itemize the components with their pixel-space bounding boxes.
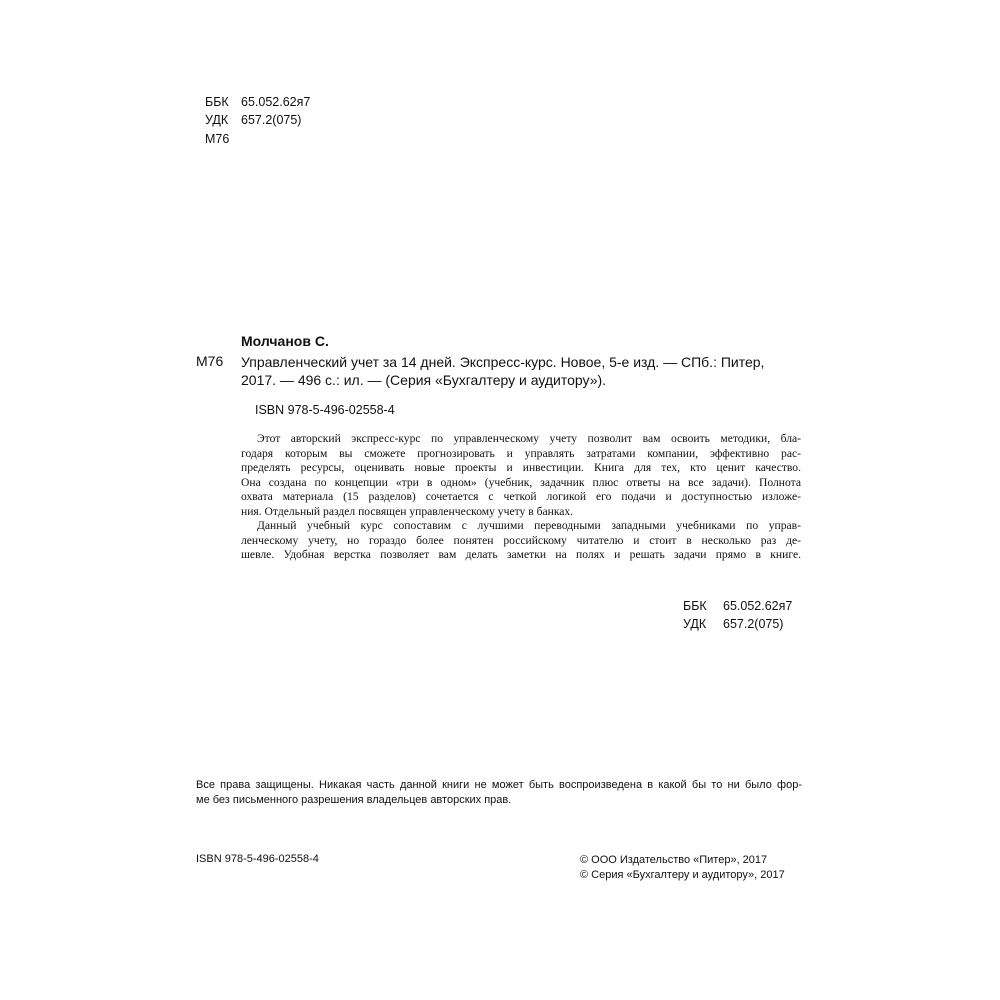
copyright-line: © ООО Издательство «Питер», 2017 bbox=[580, 854, 768, 866]
annotation-line: ленческому учету, но гораздо более понятен российскому читателю и стоит в несколько раз де- bbox=[241, 533, 801, 547]
copyright-block bbox=[580, 853, 785, 883]
annotation-line: ния. Отдельный раздел посвящен управленческому учету в банках. bbox=[241, 504, 574, 518]
udk-label: УДК bbox=[683, 617, 707, 631]
record-isbn: ISBN 978-5-496-02558-4 bbox=[255, 403, 395, 417]
udk-value: 657.2(075) bbox=[241, 113, 302, 127]
record-author-cipher: М76 bbox=[196, 353, 224, 369]
annotation bbox=[241, 432, 801, 563]
bbk-label: ББК bbox=[683, 599, 707, 613]
top-bbk-row bbox=[205, 95, 310, 109]
author-name: Молчанов С. bbox=[241, 333, 329, 349]
bottom-bbk-row bbox=[683, 599, 792, 613]
udk-label: УДК bbox=[205, 113, 229, 127]
copyright-line: © Серия «Бухгалтеру и аудитору», 2017 bbox=[580, 869, 785, 881]
annotation-line: годаря которым вы сможете прогнозировать и управлять затратами компании, эффективно рас- bbox=[241, 446, 801, 460]
annotation-line: Она создана по концепции «три в одном» (учебник, задачник плюс ответы на все задачи). Полнота bbox=[241, 475, 801, 489]
bbk-value: 65.052.62я7 bbox=[241, 95, 311, 109]
annotation-line: охвата материала (15 разделов) сочетается с четкой логикой его подачи и доступностью изложе- bbox=[241, 490, 801, 503]
annotation-line: Данный учебный курс сопоставим с лучшими переводными западными учебниками по управ- bbox=[257, 519, 801, 532]
rights-line: ме без письменного разрешения владельцев авторских прав. bbox=[196, 794, 512, 806]
annotation-line: шевле. Удобная верстка позволяет вам делать заметки на полях и решать задачи прямо в книге. bbox=[241, 548, 801, 561]
top-udk-row bbox=[205, 113, 301, 127]
biblio-line: 2017. — 496 с.: ил. — (Серия «Бухгалтеру и аудитору»). bbox=[241, 372, 607, 388]
bbk-label: ББК bbox=[205, 95, 229, 109]
top-author-cipher: М76 bbox=[205, 132, 230, 146]
annotation-line: Этот авторский экспресс-курс по управленческому учету позволит вам освоить методики, бла- bbox=[257, 432, 801, 445]
udk-value: 657.2(075) bbox=[723, 617, 784, 631]
bottom-udk-row bbox=[683, 617, 783, 631]
biblio-line: Управленческий учет за 14 дней. Экспресс-курс. Новое, 5-е изд. — СПб.: Питер, bbox=[241, 354, 765, 370]
rights-notice bbox=[196, 778, 802, 808]
footer-isbn: ISBN 978-5-496-02558-4 bbox=[196, 853, 319, 865]
bibliographic-description bbox=[241, 353, 801, 389]
bbk-value: 65.052.62я7 bbox=[723, 599, 793, 613]
annotation-line: пределять ресурсы, оценивать новые проекты и инвестиции. Книга для тех, кто ценит качество. bbox=[241, 461, 801, 474]
rights-line: Все права защищены. Никакая часть данной книги не может быть воспроизведена в какой бы то ни было фор- bbox=[196, 779, 802, 791]
